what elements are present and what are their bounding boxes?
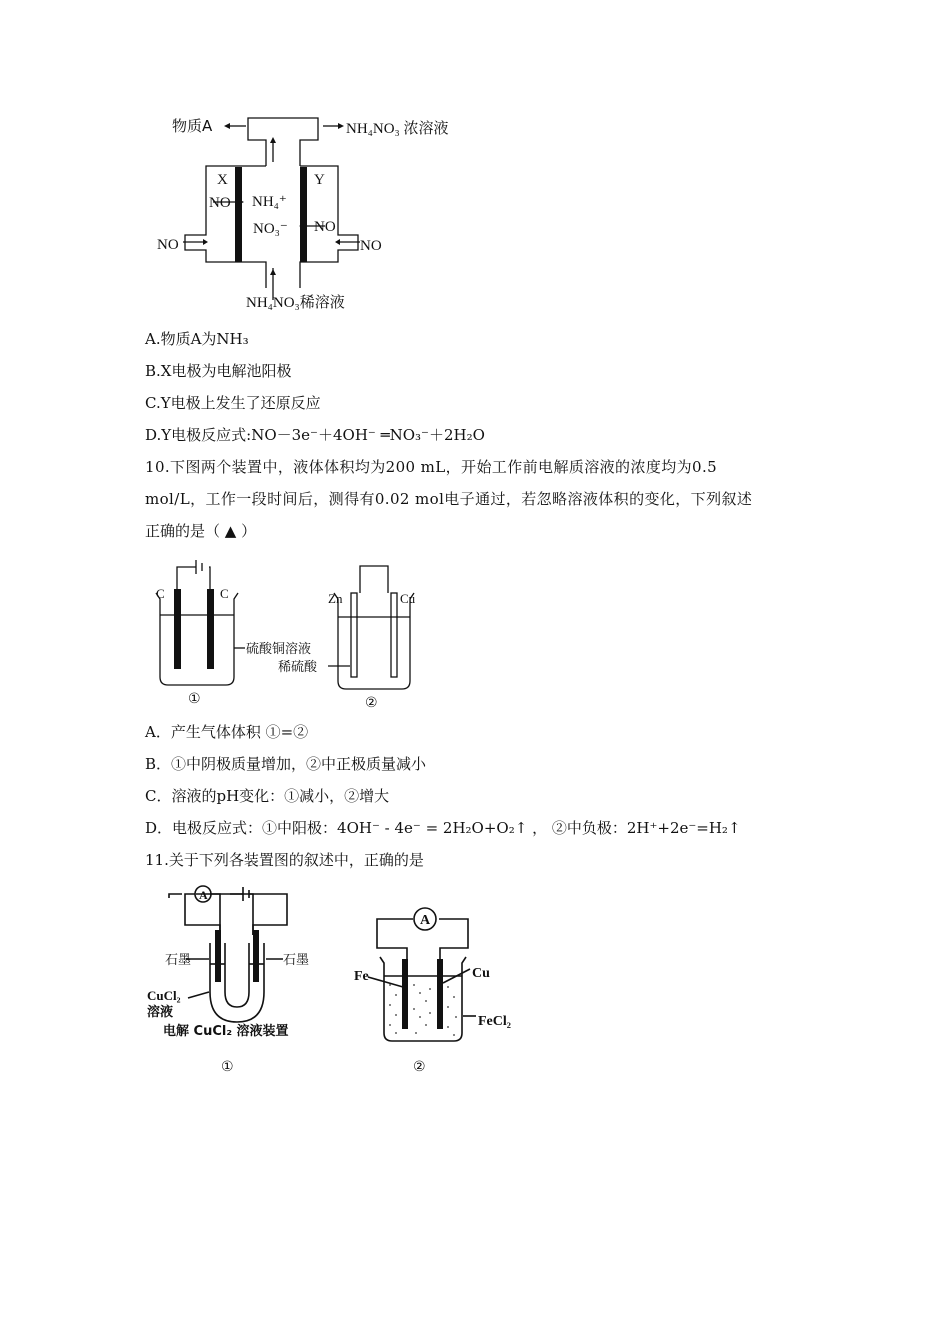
q10-stem-line1: 10.下图两个装置中，液体体积均为200 mL，开始工作前电解质溶液的浓度均为0.5 (145, 458, 718, 476)
no3-ion-label: NO₃⁻ (253, 221, 288, 237)
q11-stem: 11.关于下列各装置图的叙述中，正确的是 (145, 851, 424, 869)
solution-label: 溶液 (147, 1005, 174, 1020)
q10-stem-line3: 正确的是（ ▲ ） (145, 522, 257, 540)
q10-apparatus-diagram (150, 555, 430, 710)
device1-label: ① (188, 691, 201, 707)
cuso4-solution-label: 硫酸铜溶液 (246, 642, 312, 657)
nh4-ion-label: NH₄⁺ (252, 194, 287, 210)
q11-u-tube-diagram (145, 880, 325, 1075)
q10-stem-line2: mol/L，工作一段时间后，测得有0.02 mol电子通过，若忽略溶液体积的变化，下列叙述 (145, 490, 753, 508)
dilute-h2so4-label: 稀硫酸 (278, 660, 318, 675)
q11-device2-label: ② (413, 1059, 426, 1075)
q10-option-c: C．溶液的pH变化：①减小，②增大 (145, 787, 390, 805)
q10-option-d: D．电极反应式：①中阳极：4OH⁻ - 4e⁻ = 2H₂O+O₂↑ ， ②中负极：2H⁺+2e⁻=H₂↑ (145, 819, 741, 837)
electrolysis-caption: 电解 CuCl₂ 溶液装置 (163, 1024, 289, 1039)
q11-galvanic-cell-diagram (350, 905, 540, 1075)
no-right-inlet-label: NO (360, 238, 382, 254)
electrode-y-label: Y (314, 172, 325, 188)
device2-label: ② (365, 695, 378, 711)
no-left-inner-label: NO (209, 195, 231, 211)
nh4no3-concentrated-label: NH₄NO₃ 浓溶液 (346, 121, 449, 137)
electrolysis-cell-diagram (150, 110, 470, 320)
q10-option-b: B．①中阴极质量增加，②中正极质量减小 (145, 755, 427, 773)
zinc-label: Zn (328, 591, 343, 606)
substance-a-label: 物质A (172, 117, 213, 135)
copper-2-label: Cu (472, 966, 490, 981)
no-right-inner-label: NO (314, 219, 336, 235)
q9-option-d: D.Y电极反应式:NO－3e⁻＋4OH⁻ ═NO₃⁻＋2H₂O (145, 426, 485, 444)
q9-option-b: B.X电极为电解池阳极 (145, 362, 292, 380)
nh4no3-dilute-label: NH₄NO₃稀溶液 (246, 295, 345, 311)
q9-option-a: A.物质A为NH₃ (145, 330, 249, 348)
fecl2-label: FeCl₂ (478, 1014, 511, 1029)
no-left-inlet-label: NO (157, 237, 179, 253)
graphite-right-label: 石墨 (283, 953, 310, 968)
iron-label: Fe (354, 969, 369, 984)
q10-option-a: A．产生气体体积 ①=② (145, 723, 309, 741)
solution-dots (389, 984, 457, 1036)
electrode-x-label: X (217, 172, 228, 188)
q9-option-c: C.Y电极上发生了还原反应 (145, 394, 321, 412)
carbon-left-label: C (156, 586, 165, 601)
ammeter-1-label: A (199, 888, 208, 902)
carbon-right-label: C (220, 586, 229, 601)
ammeter-2-label: A (420, 913, 431, 928)
copper-label: Cu (400, 591, 416, 606)
cucl2-label: CuCl₂ (147, 988, 181, 1003)
graphite-left-label: 石墨 (165, 953, 192, 968)
q11-device1-label: ① (221, 1059, 234, 1075)
